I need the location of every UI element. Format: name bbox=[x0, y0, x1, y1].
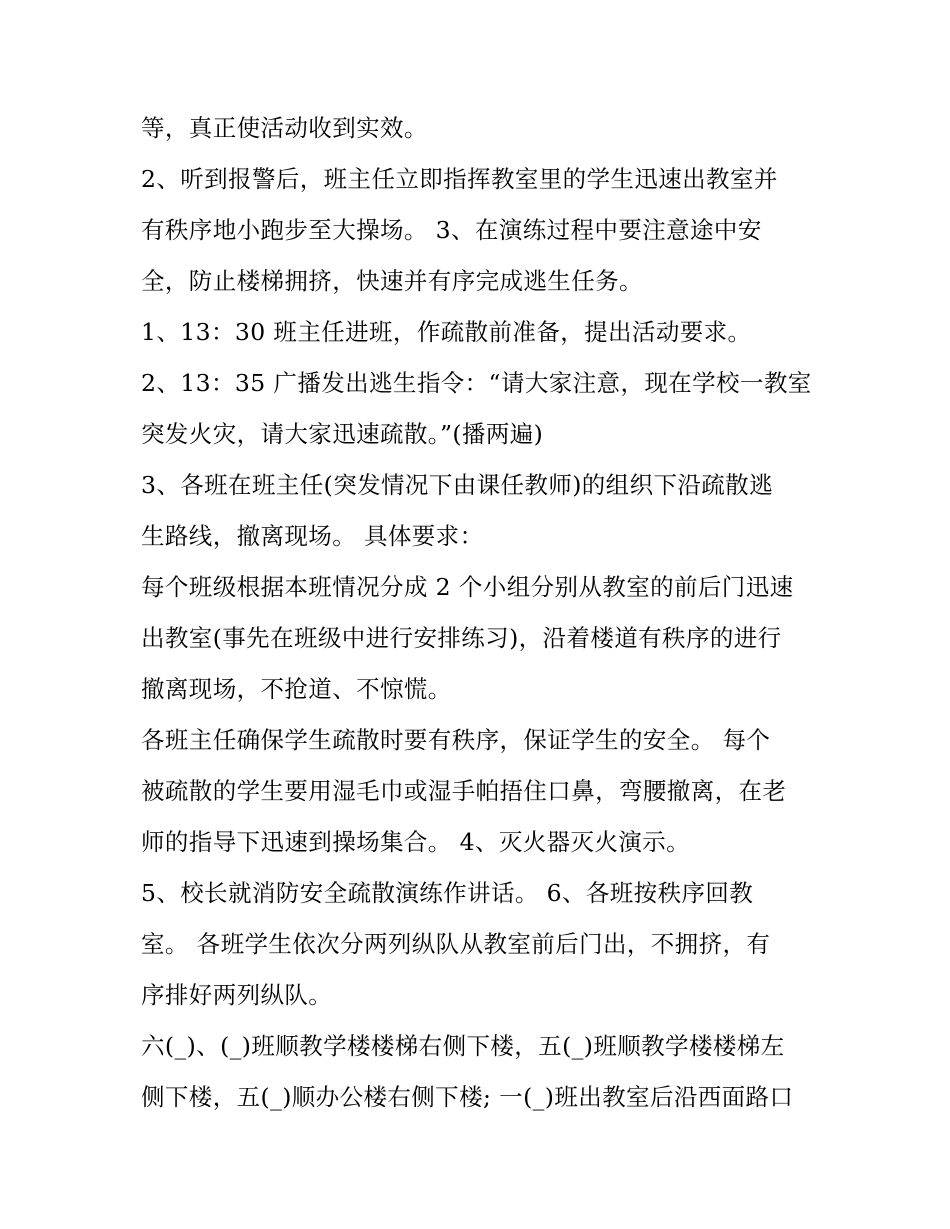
text-line-8: 3、各班在班主任(突发情况下由课任教师)的组织下沿疏散逃 bbox=[141, 471, 773, 499]
text-line-12: 撤离现场，不抢道、不惊慌。 bbox=[141, 675, 452, 703]
text-line-20: 侧下楼，五(_)顺办公楼右侧下楼; 一(_)班出教室后沿西面路口 bbox=[141, 1083, 794, 1111]
text-line-14: 被疏散的学生要用湿毛巾或湿手帕捂住口鼻，弯腰撤离，在老 bbox=[141, 777, 787, 805]
text-line-13: 各班主任确保学生疏散时要有秩序，保证学生的安全。 每个 bbox=[141, 726, 771, 754]
text-line-16: 5、校长就消防安全疏散演练作讲话。 6、各班按秩序回教 bbox=[141, 879, 754, 907]
text-line-2: 2、听到报警后，班主任立即指挥教室里的学生迅速出教室并 bbox=[141, 165, 778, 193]
text-line-9: 生路线，撤离现场。 具体要求： bbox=[141, 522, 484, 550]
text-line-11: 出教室(事先在班级中进行安排练习)，沿着楼道有秩序的进行 bbox=[141, 624, 782, 652]
text-line-5: 1、13：30 班主任进班，作疏散前准备，提出活动要求。 bbox=[141, 318, 752, 346]
text-line-6: 2、13：35 广播发出逃生指令：“请大家注意，现在学校一教室 bbox=[141, 369, 812, 397]
text-line-7: 突发火灾，请大家迅速疏散。”(播两遍) bbox=[141, 420, 544, 448]
text-line-4: 全，防止楼梯拥挤，快速并有序完成逃生任务。 bbox=[141, 267, 643, 295]
text-line-10: 每个班级根据本班情况分成 2 个小组分别从教室的前后门迅速 bbox=[141, 573, 794, 601]
text-line-1: 等，真正使活动收到实效。 bbox=[141, 114, 428, 142]
text-line-19: 六(_)、(_)班顺教学楼楼梯右侧下楼，五(_)班顺教学楼楼梯左 bbox=[141, 1032, 785, 1060]
text-line-18: 序排好两列纵队。 bbox=[141, 981, 333, 1009]
text-line-15: 师的指导下迅速到操场集合。 4、灭火器灭火演示。 bbox=[141, 828, 691, 856]
text-line-3: 有秩序地小跑步至大操场。 3、在演练过程中要注意途中安 bbox=[141, 216, 762, 244]
text-line-17: 室。 各班学生依次分两列纵队从教室前后门出，不拥挤，有 bbox=[141, 930, 771, 958]
